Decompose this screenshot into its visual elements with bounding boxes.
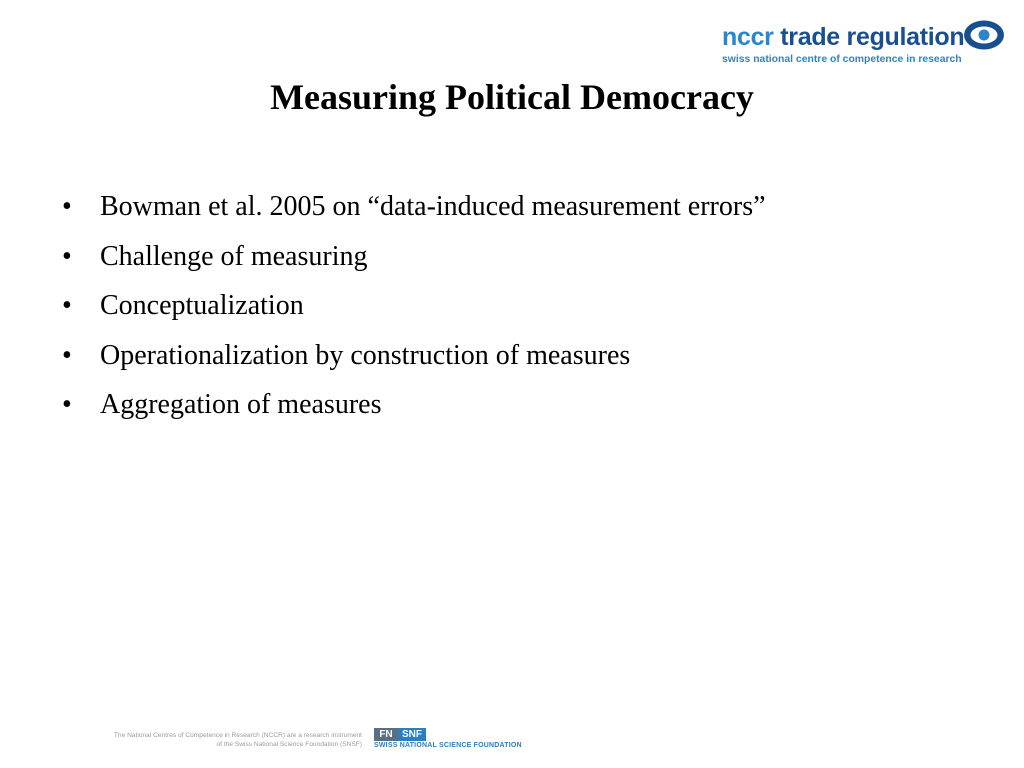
- bullet-marker-icon: •: [62, 290, 72, 321]
- logo-wordmark: [722, 25, 964, 50]
- footer-note: [60, 731, 362, 749]
- footer-note-line: of the Swiss National Science Foundation (SNSF): [216, 741, 362, 748]
- bullet-text: Challenge of measuring: [100, 240, 368, 272]
- bullet-text: Conceptualization: [100, 290, 304, 321]
- eye-logo-icon: [962, 18, 1006, 52]
- bullet-item: [62, 186, 982, 236]
- footer-note-line: The National Centres of Competence in Research (NCCR) are a research instrument: [113, 732, 362, 739]
- snf-logo-name: SWISS NATIONAL SCIENCE FOUNDATION: [374, 742, 522, 749]
- snf-logo-snf: SNF: [398, 728, 426, 741]
- snf-logo-box: [374, 728, 426, 741]
- bullet-marker-icon: •: [62, 339, 72, 371]
- bullet-marker-icon: •: [62, 191, 72, 222]
- bullet-text: Bowman et al. 2005 on “data-induced measurement errors”: [100, 191, 766, 222]
- logo-nccr-text: nccr: [722, 23, 774, 51]
- bullet-marker-icon: •: [62, 240, 72, 272]
- bullet-text: Operationalization by construction of measures: [100, 339, 631, 371]
- bullet-item: [62, 236, 982, 286]
- bullet-marker-icon: •: [62, 389, 72, 420]
- logo-trade-regulation-text: trade regulation: [773, 23, 965, 51]
- bullet-text: Aggregation of measures: [100, 389, 382, 420]
- snf-logo: [374, 728, 522, 750]
- bullet-list: [62, 186, 982, 434]
- nccr-trade-regulation-logo: [721, 18, 1011, 70]
- bullet-item: [62, 285, 982, 335]
- logo-tagline: swiss national centre of competence in research: [722, 54, 962, 65]
- slide-title: Measuring Political Democracy: [270, 77, 754, 117]
- snf-logo-fn: FN: [374, 728, 398, 741]
- bullet-item: [62, 335, 982, 385]
- bullet-item: [62, 384, 982, 434]
